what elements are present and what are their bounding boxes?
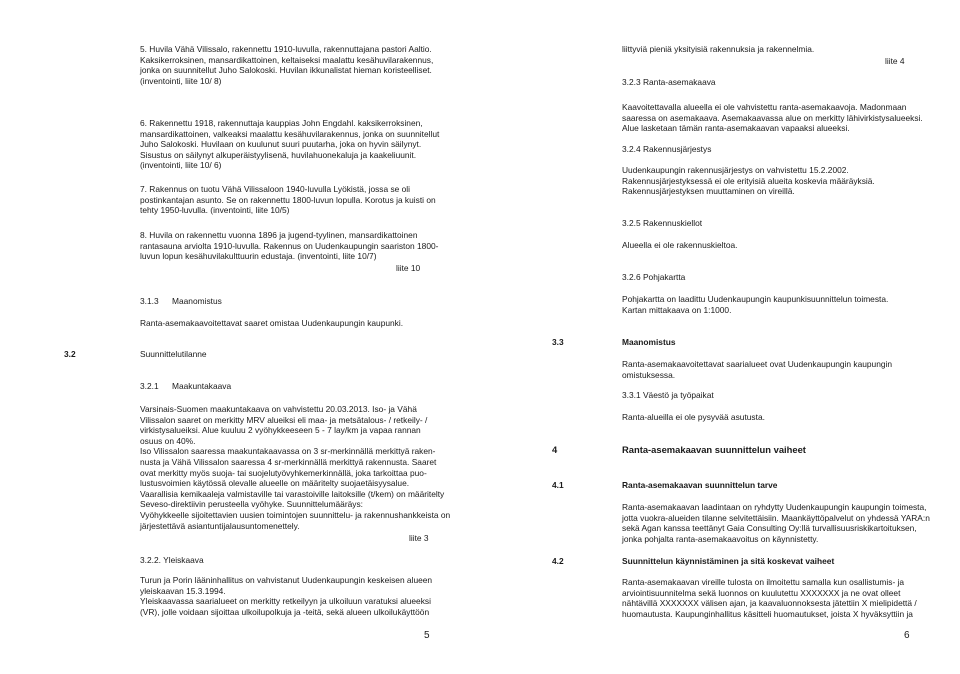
page-number: 5: [424, 630, 430, 641]
section-title-3-2-1: Maakuntakaava: [172, 381, 232, 391]
section-text-4-2: Ranta-asemakaavan vireille tulosta on ilmoitettu samalla kun osallistumis- ja arviointisuunnitelma sekä luonnos on kuulutettu XXXXXXX ja ne ovat olleet nähtävillä XXXXXXX välisen ajan, ja kaavaluonnoksesta jätettiin X mielipidettä / huomautusta. Kaupunginhallitus käsitteli huomautukset, joista X hyväksyttiin ja: [622, 577, 917, 619]
section-number-3-3: 3.3: [552, 337, 564, 347]
section-number-3-2: 3.2: [64, 349, 76, 359]
section-title-4-1: Ranta-asemakaavan suunnittelun tarve: [622, 480, 778, 490]
section-title-3-3-1: 3.3.1 Väestö ja työpaikat: [622, 390, 714, 400]
section-title-3-2-3: 3.2.3 Ranta-asemakaava: [622, 77, 716, 87]
section-text-4-1: Ranta-asemakaavan laadintaan on ryhdytty Uudenkaupungin kaupungin toimesta, jotta vuokra-alueiden tilanne selvitettäisiin. Maankäyttöpalvelut on yhdessä YARA:n sekä Agan kanssa teettänyt Gaia Consulting Oy:llä turvallisuusriskikartoituksen, jonka pohjalta ranta-asemakaavoitus on käynnistetty.: [622, 502, 930, 544]
attachment-ref-4: liite 4: [885, 56, 905, 66]
building-item-6: 6. Rakennettu 1918, rakennuttaja kauppias John Engdahl. kaksikerroksinen, mansardikattoinen, valkeaksi maalattu kesähuvilarakennus, jonka on suunnitellut Juho Salokoski. Huvilaan on kuulunut suuri puutarha, joka on hyvin säilynyt. Sisustus on säilynyt alkuperäistyylisenä, huvilahuonekaluja ja kaakeliuunit. (inventointi, liite 10/ 6): [140, 118, 440, 171]
section-text-3-2-3: Kaavoitettavalla alueella ei ole vahvistettu ranta-asemakaavoja. Madonmaan saaressa on asemakaava. Asemakaavassa alue on merkitty lähivirkistysalueeksi. Alue lasketaan tämän ranta-asemakaavan vapaaksi alueeksi.: [622, 102, 923, 134]
section-number-3-2-1: 3.2.1: [140, 381, 159, 391]
section-text-3-2-6: Pohjakartta on laadittu Uudenkaupungin kaupunkisuunnittelun toimesta. Kartan mittakaava on 1:1000.: [622, 294, 889, 315]
section-title-3-2-5: 3.2.5 Rakennuskiellot: [622, 218, 703, 228]
building-item-7: 7. Rakennus on tuotu Vähä Vilissaloon 1940-luvulla Lyökistä, jossa se oli postinkantajan asunto. Se on rakennettu 1800-luvun lopulla. Korotus ja kuisti on tehty 1950-luvulla. (inventointi, liite 10/5): [140, 184, 436, 216]
section-number-4-1: 4.1: [552, 480, 564, 490]
page-number: 6: [904, 630, 910, 641]
section-text-3-3: Ranta-asemakaavoitettavat saarialueet ovat Uudenkaupungin kaupungin omistuksessa.: [622, 359, 893, 380]
section-text-3-2-4: Uudenkaupungin rakennusjärjestys on vahvistettu 15.2.2002. Rakennusjärjestyksessä ei ole erityisiä alueita koskevia määräyksiä. Rakennusjärjestyksen muuttaminen on vireillä.: [622, 165, 875, 197]
section-text-3-2-1: Varsinais-Suomen maakuntakaava on vahvistettu 20.03.2013. Iso- ja Vähä Vilissalon saaret on merkitty MRV alueiksi eli maa- ja metsätalous- / retkeily- / virkistysalueiksi. Alue kuuluu 2 vyöhykkeeseen 5 - 7 lay/km ja vapaa rannan osuus on 40%. Iso Vilissalon saaressa maakuntakaavassa on 3 sr-merkinnällä merkittyä raken- nusta ja Vähä Vilissalon saaressa 4 sr-merkinnällä merkittyä rakennusta. Saaret ovat merkitty myös suoja- tai suojelutyövyhkemerkinnällä, joka tarkoittaa puo- lustusvoimien käytössä olevalle alueelle on määritelty suojaetäisyysalue. Vaarallisia kemikaaleja valmistaville tai varastoiville laitoksille (t/kem) on määritelty Seveso-direktiivin perusteella vyöhyke. Suunnittelumääräys: Vyöhykkeelle sijoitettavien uusien toimintojen suunnittelu- ja rakennushankkeista on järjestettävä asiantuntijalausuntomenettely.: [140, 404, 451, 531]
section-number-3-1-3: 3.1.3: [140, 296, 159, 306]
section-title-3-2-6: 3.2.6 Pohjakartta: [622, 272, 686, 282]
attachment-ref-3: liite 3: [409, 533, 429, 543]
section-text-3-1-3: Ranta-asemakaavoitettavat saaret omistaa Uudenkaupungin kaupunki.: [140, 318, 404, 328]
attachment-ref-10: liite 10: [396, 263, 421, 273]
section-title-3-2: Suunnittelutilanne: [140, 349, 207, 359]
section-text-3-3-1: Ranta-alueilla ei ole pysyvää asutusta.: [622, 412, 765, 422]
building-item-5: 5. Huvila Vähä Vilissalo, rakennettu 1910-luvulla, rakennuttajana pastori Aaltio. Kaksikerroksinen, mansardikattoinen, keltaiseksi maalattu kesähuvilarakennus, jonka on suunnitellut Juho Salokoski. Huvilan ikkunalistat hieman koristeelliset. (inventointi, liite 10/ 8): [140, 44, 434, 86]
building-item-8: 8. Huvila on rakennettu vuonna 1896 ja jugend-tyylinen, mansardikattoinen rantasauna arviolta 1910-luvulla. Rakennus on Uudenkaupungin saariston 1800- luvun lopun kesähuvilakulttuurin edustaja. (inventointi, liite 10/7): [140, 230, 439, 262]
section-title-4: Ranta-asemakaavan suunnittelun vaiheet: [622, 444, 806, 455]
section-title-3-1-3: Maanomistus: [172, 296, 222, 306]
section-text-3-2-5: Alueella ei ole rakennuskieltoa.: [622, 240, 738, 250]
section-title-3-2-2: 3.2.2. Yleiskaava: [140, 555, 204, 565]
section-number-4: 4: [552, 444, 558, 455]
section-text-3-2-2: Turun ja Porin lääninhallitus on vahvistanut Uudenkaupungin keskeisen alueen yleiskaavan 15.3.1994. Yleiskaavassa saarialueet on merkitty retkeilyyn ja ulkoiluun varatuksi alueeksi (VR), jolle voidaan sijoittaa ulkoilupolkuja ja -teitä, sekä alueen ulkoilukäyttöön: [140, 575, 433, 617]
section-title-3-2-4: 3.2.4 Rakennusjärjestys: [622, 144, 712, 154]
section-title-4-2: Suunnittelun käynnistäminen ja sitä koskevat vaiheet: [622, 556, 835, 566]
page-right: [480, 0, 960, 674]
section-title-3-3: Maanomistus: [622, 337, 676, 347]
continued-text: liittyviä pieniä yksityisiä rakennuksia ja rakennelmia.: [622, 44, 815, 54]
section-number-4-2: 4.2: [552, 556, 564, 566]
